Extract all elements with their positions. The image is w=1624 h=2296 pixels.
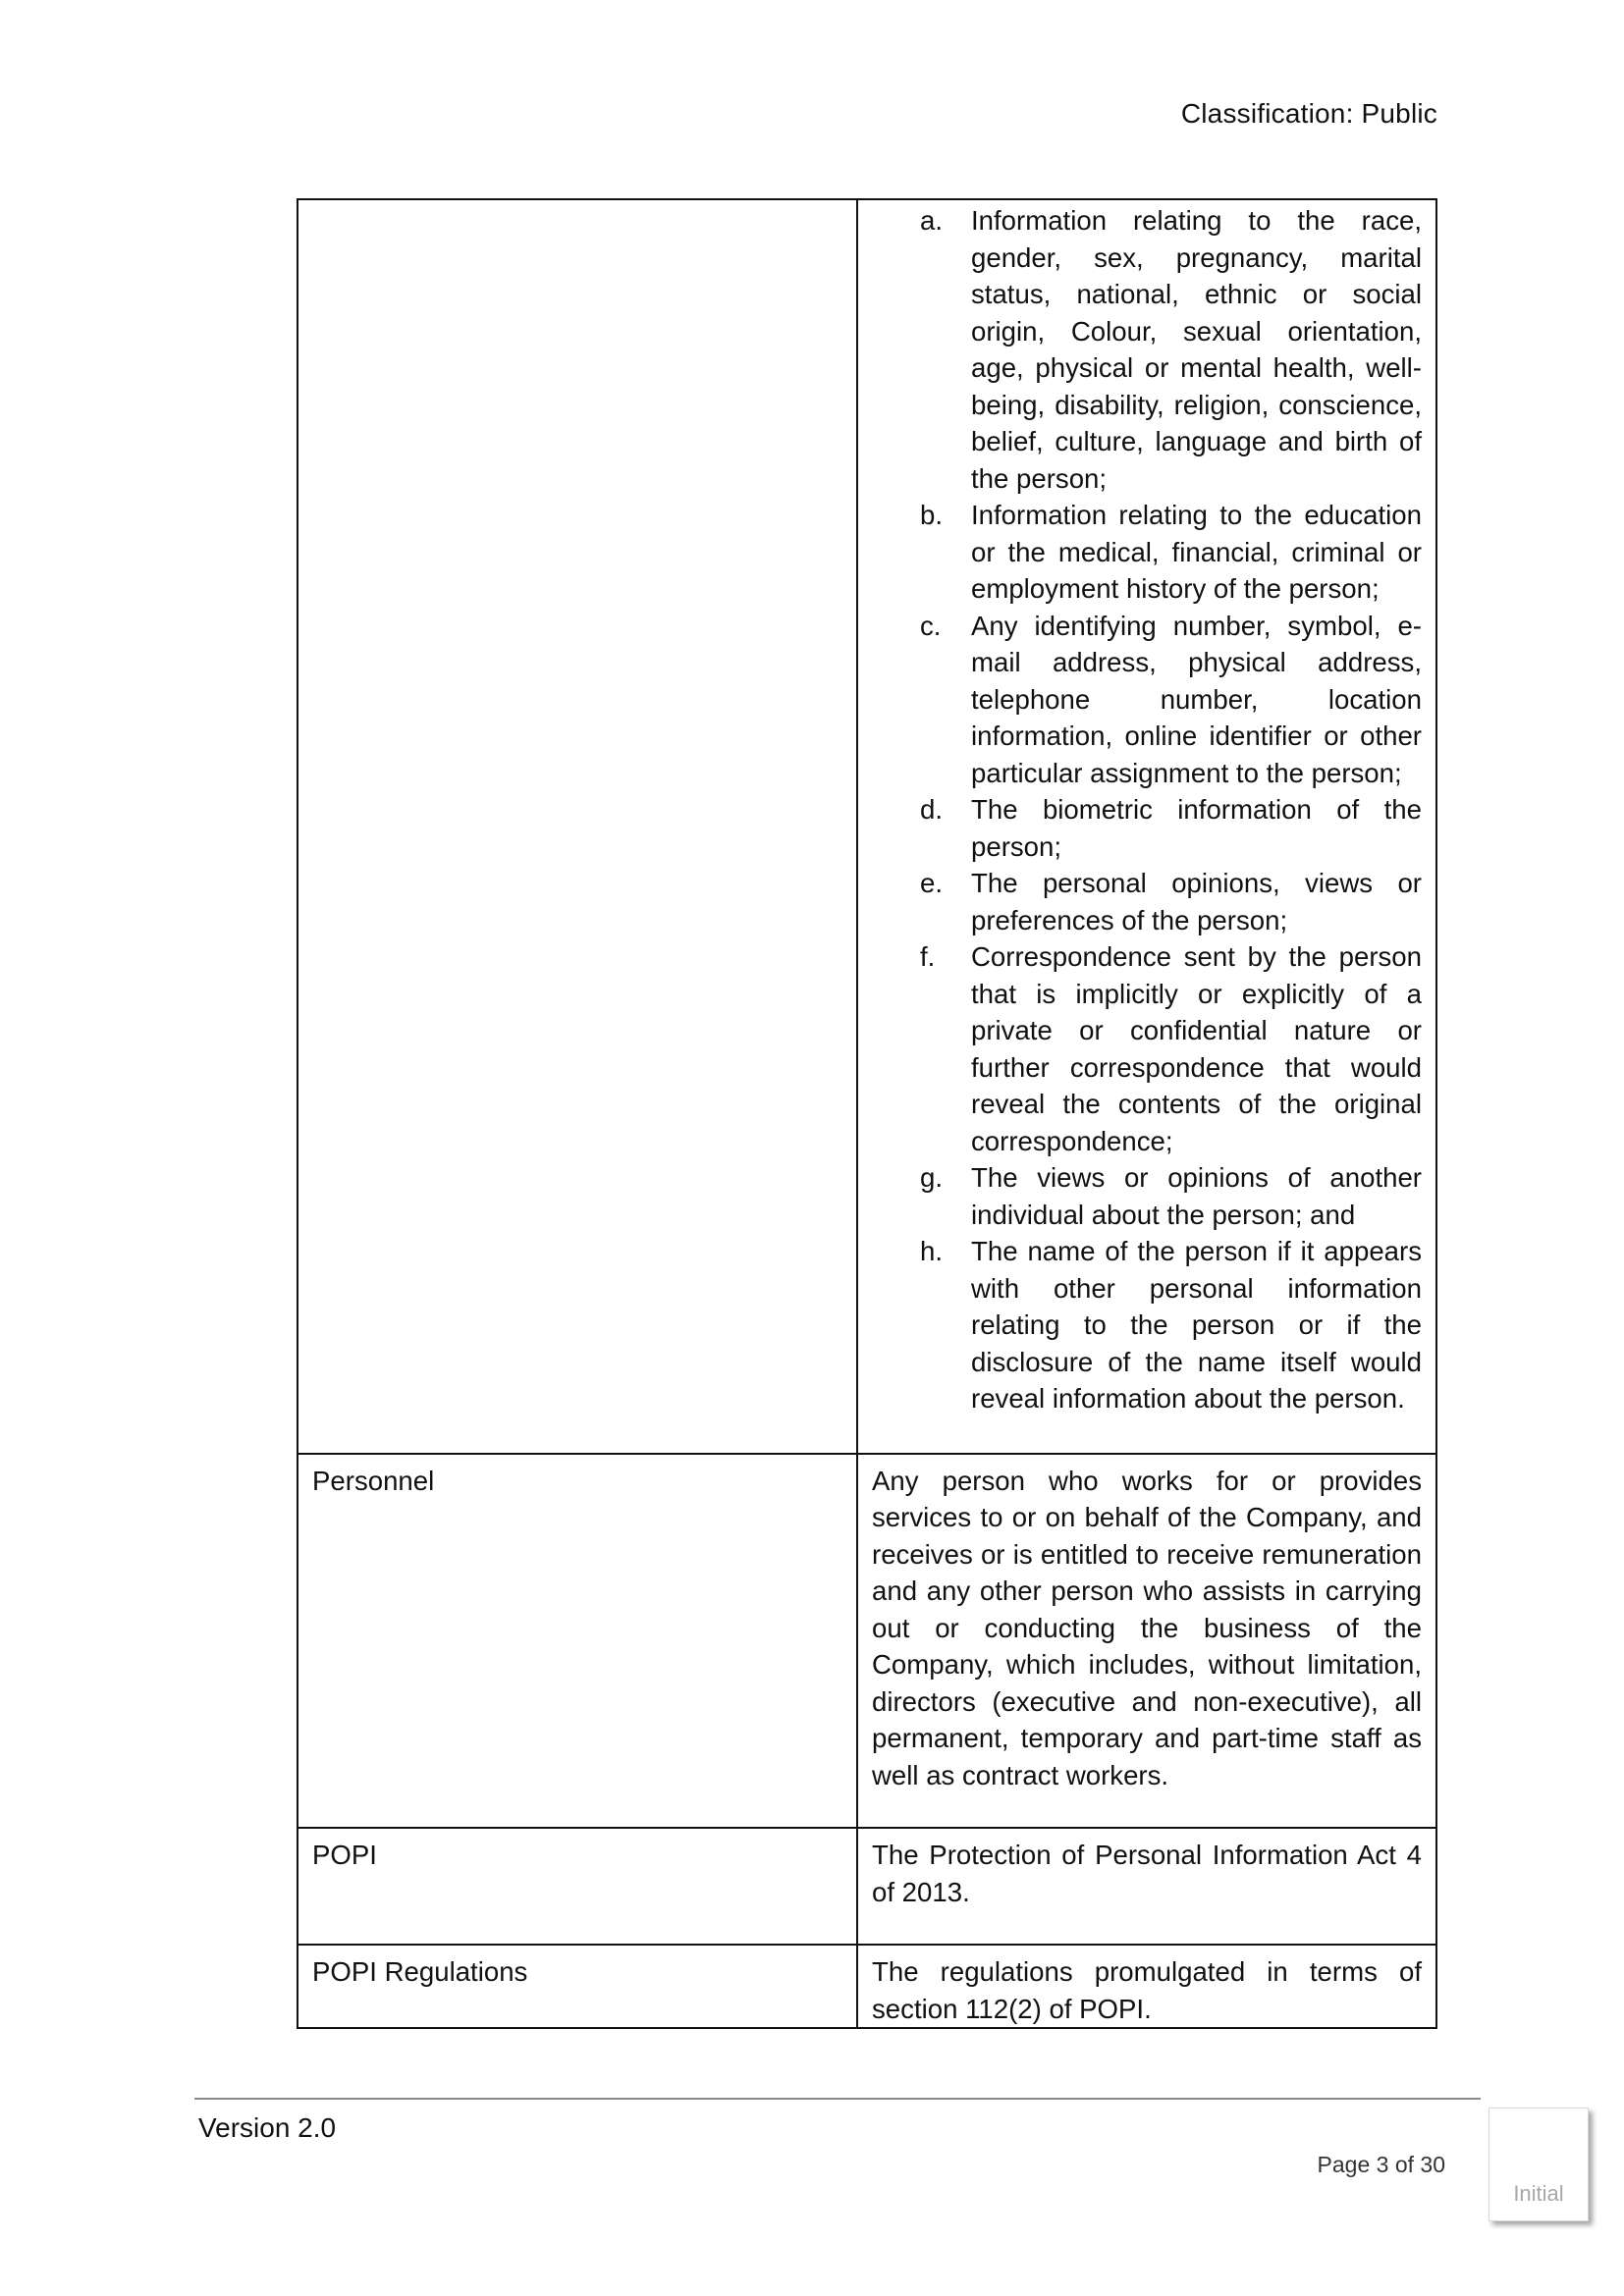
- term-cell: [298, 199, 857, 1454]
- personal-information-list: [872, 202, 1422, 1417]
- table-row: [298, 199, 1436, 1454]
- list-item-text: The biometric information of the person;: [971, 794, 1422, 862]
- definition-cell: The Protection of Personal Information Act 4 of 2013.: [857, 1828, 1436, 1945]
- initial-box[interactable]: [1489, 2108, 1589, 2221]
- list-item: [872, 791, 1422, 865]
- list-marker: e.: [920, 868, 944, 898]
- term-cell: POPI Regulations: [298, 1945, 857, 2028]
- list-item-text: The personal opinions, views or preferences of the person;: [971, 868, 1422, 935]
- initial-label: Initial: [1513, 2181, 1564, 2206]
- list-item: [872, 608, 1422, 792]
- list-item-text: The name of the person if it appears with other personal information relating to the person or if the disclosure of the name itself would reveal information about the person.: [971, 1236, 1422, 1414]
- list-item: [872, 865, 1422, 938]
- list-item: [872, 202, 1422, 497]
- definition-cell: The regulations promulgated in terms of section 112(2) of POPI.: [857, 1945, 1436, 2028]
- list-marker: f.: [920, 941, 936, 972]
- list-item-text: Information relating to the race, gender, sex, pregnancy, marital status, national, ethnic or social origin, Colour, sexual orientation, age, physical or mental health, well-being, disability, religion, conscience, belief, culture, language and birth of the person;: [971, 205, 1422, 494]
- page-number: Page 3 of 30: [1317, 2152, 1445, 2177]
- list-marker: h.: [920, 1236, 944, 1266]
- list-marker: a.: [920, 205, 944, 236]
- list-marker: c.: [920, 610, 942, 641]
- list-item: [872, 1159, 1422, 1233]
- term-cell: POPI: [298, 1828, 857, 1945]
- list-item-text: Any identifying number, symbol, e-mail address, physical address, telephone number, location information, online identifier or other particular assignment to the person;: [971, 610, 1422, 788]
- list-item-text: Information relating to the education or the medical, financial, criminal or employment history of the person;: [971, 500, 1422, 604]
- table-row: [298, 1454, 1436, 1829]
- definitions-table: [297, 198, 1437, 2029]
- classification-label: Classification: Public: [1180, 98, 1437, 129]
- list-marker: b.: [920, 500, 944, 530]
- footer-divider: [194, 2098, 1481, 2100]
- term-cell: Personnel: [298, 1454, 857, 1829]
- list-item-text: Correspondence sent by the person that is implicitly or explicitly of a private or confidential nature or further correspondence that would reveal the contents of the original correspondence;: [971, 941, 1422, 1156]
- version-label: Version 2.0: [198, 2112, 337, 2143]
- list-marker: g.: [920, 1162, 944, 1193]
- table-row: [298, 1828, 1436, 1945]
- list-item: [872, 938, 1422, 1159]
- definition-cell: [857, 199, 1436, 1454]
- definition-cell: Any person who works for or provides services to or on behalf of the Company, and receives or is entitled to receive remuneration and any other person who assists in carrying out or conducting the business of the Company, which includes, without limitation, directors (executive and non-executive), all permanent, temporary and part-time staff as well as contract workers.: [857, 1454, 1436, 1829]
- list-marker: d.: [920, 794, 944, 825]
- list-item: [872, 1233, 1422, 1417]
- table-row: [298, 1945, 1436, 2028]
- list-item-text: The views or opinions of another individual about the person; and: [971, 1162, 1422, 1230]
- list-item: [872, 497, 1422, 608]
